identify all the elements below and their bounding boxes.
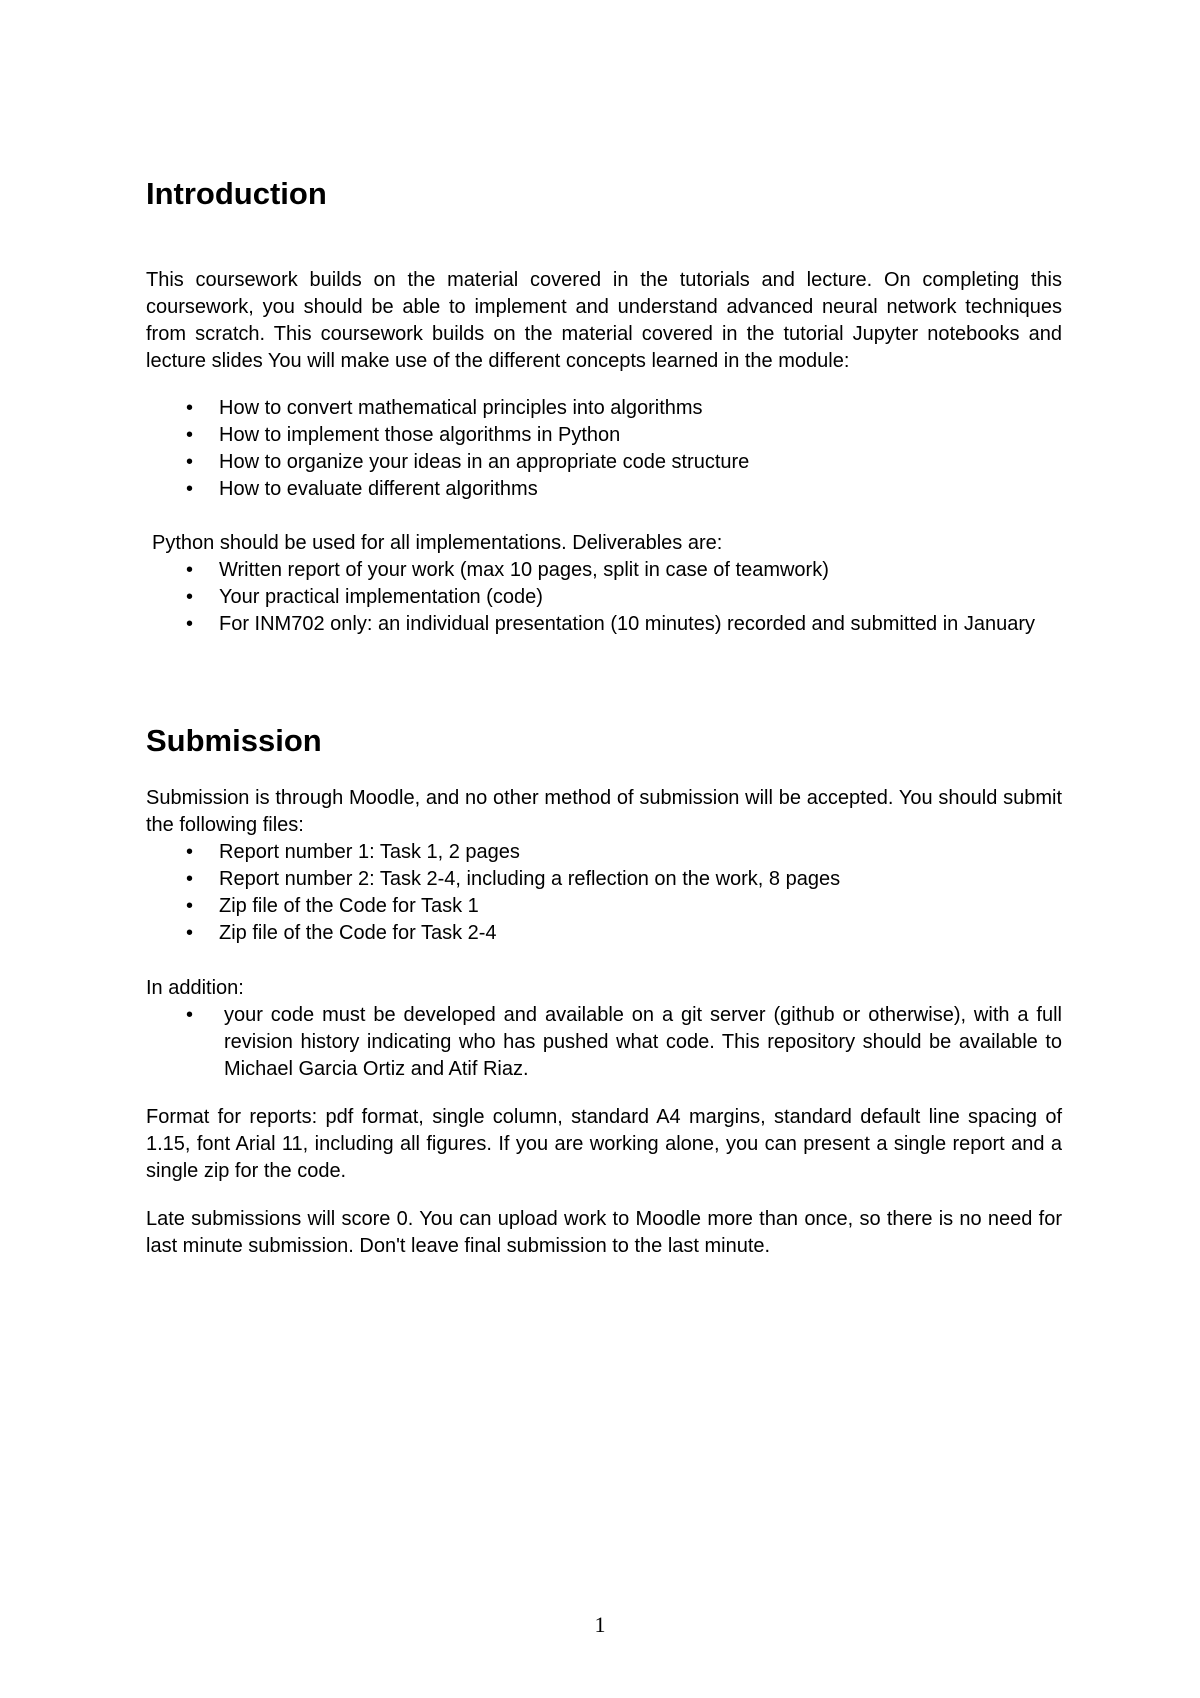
- list-item: • How to evaluate different algorithms: [146, 476, 1062, 503]
- in-addition-label: In addition:: [146, 977, 244, 999]
- page-number: 1: [594, 1612, 606, 1637]
- introduction-paragraph: This coursework builds on the material covered in the tutorials and lecture. On completing this coursework, you should be able to implement and understand advanced neural network techniques from scratch. This coursework builds on the material covered in the tutorial Jupyter notebooks and lecture slides You will make use of the different concepts learned in the module:: [146, 269, 1062, 372]
- list-item: • For INM702 only: an individual presentation (10 minutes) recorded and submitted in January: [146, 611, 1062, 638]
- deliverables-intro: Python should be used for all implementations. Deliverables are:: [152, 532, 723, 554]
- list-item: • Your practical implementation (code): [146, 584, 1062, 611]
- list-item: • Zip file of the Code for Task 2-4: [146, 920, 1062, 947]
- list-item: • Report number 2: Task 2-4, including a reflection on the work, 8 pages: [146, 866, 1062, 893]
- list-item: • Report number 1: Task 1, 2 pages: [146, 839, 1062, 866]
- addition-list: [146, 1002, 1062, 1083]
- list-item: • Zip file of the Code for Task 1: [146, 893, 1062, 920]
- list-item: • How to convert mathematical principles into algorithms: [146, 395, 1062, 422]
- submission-paragraph: Submission is through Moodle, and no other method of submission will be accepted. You should submit the following files:: [146, 787, 1062, 836]
- list-item: • your code must be developed and available on a git server (github or otherwise), with a full revision history indicating who has pushed what code. This repository should be available to Michael Garcia Ortiz and Atif Riaz.: [146, 1002, 1062, 1083]
- concepts-list: [146, 395, 1062, 503]
- submission-heading: Submission: [146, 723, 322, 758]
- submission-files-list: [146, 839, 1062, 947]
- list-item: • How to organize your ideas in an appropriate code structure: [146, 449, 1062, 476]
- late-submission-paragraph: Late submissions will score 0. You can upload work to Moodle more than once, so there is no need for last minute submission. Don't leave final submission to the last minute.: [146, 1208, 1062, 1257]
- deliverables-list: [146, 557, 1062, 638]
- list-item: • How to implement those algorithms in Python: [146, 422, 1062, 449]
- introduction-heading: Introduction: [146, 176, 327, 211]
- format-paragraph: Format for reports: pdf format, single column, standard A4 margins, standard default line spacing of 1.15, font Arial 11, including all figures. If you are working alone, you can present a single report and a single zip for the code.: [146, 1106, 1062, 1182]
- list-item: • Written report of your work (max 10 pages, split in case of teamwork): [146, 557, 1062, 584]
